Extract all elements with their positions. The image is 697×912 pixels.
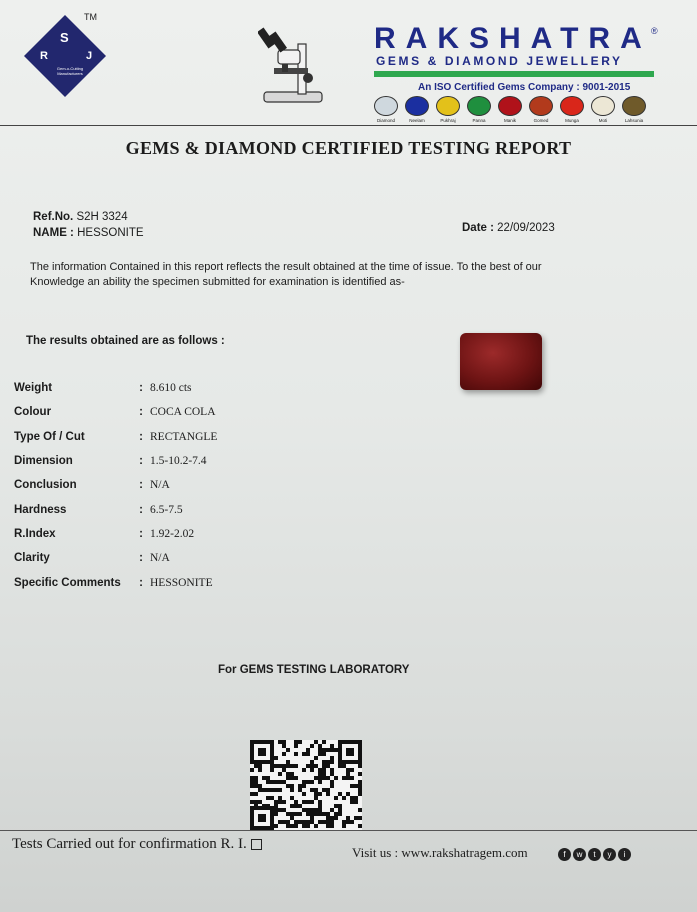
property-row: [14, 497, 334, 521]
footer-note-text: Tests Carried out for confirmation R. I.: [12, 836, 247, 852]
gem-item: [589, 96, 617, 123]
property-value: 8.610 cts: [150, 382, 192, 395]
reference-number: [33, 211, 128, 223]
property-colon: :: [139, 552, 143, 565]
logo-subtitle: Gem-o-Cutting Manufacturers: [56, 66, 84, 76]
property-row: [14, 376, 334, 400]
company-logo: [24, 15, 106, 97]
gem-name: Moti: [598, 118, 608, 123]
property-colon: :: [139, 382, 143, 395]
gem-icon: [374, 96, 398, 116]
property-colon: :: [139, 430, 143, 443]
property-colon: :: [139, 479, 143, 492]
gem-icon: [498, 96, 522, 116]
gem-item: [372, 96, 400, 123]
social-icon[interactable]: w: [573, 848, 586, 861]
property-row: [14, 425, 334, 449]
property-row: [14, 522, 334, 546]
gem-name: Manik: [503, 118, 516, 123]
brand-subtitle: GEMS & DIAMOND JEWELLERY: [376, 54, 623, 68]
property-colon: :: [139, 406, 143, 419]
property-value: HESSONITE: [150, 576, 213, 589]
property-label: R.Index: [14, 527, 56, 540]
property-label: Type Of / Cut: [14, 430, 85, 443]
gem-icon: [405, 96, 429, 116]
gem-name: Munga: [565, 118, 579, 123]
gem-icon: [467, 96, 491, 116]
gem-icon: [436, 96, 460, 116]
gemstone-icon-row: [372, 96, 648, 123]
social-icon[interactable]: t: [588, 848, 601, 861]
gem-item: [620, 96, 648, 123]
report-title: GEMS & DIAMOND CERTIFIED TESTING REPORT: [125, 138, 572, 158]
gem-item: [496, 96, 524, 123]
header-divider: [0, 125, 697, 126]
trademark: TM: [84, 12, 97, 22]
lab-signature-label: For GEMS TESTING LABORATORY: [218, 664, 410, 676]
property-value: 1.5-10.2-7.4: [150, 455, 207, 468]
gem-icon: [622, 96, 646, 116]
iso-certification: An ISO Certified Gems Company : 9001-2015: [418, 82, 631, 93]
specimen-name: [33, 227, 144, 239]
gem-item: [403, 96, 431, 123]
property-label: Hardness: [14, 503, 67, 516]
date-value: 22/09/2023: [497, 222, 555, 234]
name-value: HESSONITE: [77, 227, 144, 239]
property-colon: :: [139, 503, 143, 516]
social-icon[interactable]: y: [603, 848, 616, 861]
logo-letter-r: R: [40, 50, 48, 62]
property-label: Weight: [14, 382, 53, 395]
report-date: [462, 222, 555, 234]
logo-letter-j: J: [86, 50, 93, 62]
gemstone-photo: [460, 333, 542, 390]
property-colon: :: [139, 455, 143, 468]
property-row: [14, 473, 334, 497]
date-label: Date :: [462, 222, 494, 234]
website-text: Visit us : www.rakshatragem.com: [352, 845, 528, 860]
name-label: NAME :: [33, 227, 74, 239]
qr-code: [250, 740, 362, 830]
gem-item: [558, 96, 586, 123]
footer-divider: [0, 830, 697, 831]
property-value: RECTANGLE: [150, 430, 218, 443]
social-icon[interactable]: i: [618, 848, 631, 861]
property-row: [14, 570, 334, 594]
brand-divider: [374, 71, 654, 77]
registered-mark: ®: [651, 26, 658, 36]
gem-name: Diamond: [376, 118, 395, 123]
gem-icon: [529, 96, 553, 116]
gem-name: Lahsunia: [624, 118, 644, 123]
property-label: Dimension: [14, 455, 73, 468]
logo-letter-s: S: [60, 30, 69, 45]
ref-value: S2H 3324: [76, 211, 128, 223]
footer-note: [12, 836, 262, 853]
property-colon: :: [139, 527, 143, 540]
intro-paragraph: The information Contained in this report reflects the result obtained at the time of issue. To the best of our Knowledge an ability the specimen submitted for examination is identified as-: [30, 261, 542, 288]
property-value: N/A: [150, 479, 170, 492]
property-label: Specific Comments: [14, 576, 121, 589]
property-label: Conclusion: [14, 479, 77, 492]
property-value: COCA COLA: [150, 406, 216, 419]
ref-label: Ref.No.: [33, 211, 74, 223]
property-value: 1.92-2.02: [150, 527, 195, 540]
gem-name: Panna: [472, 118, 486, 123]
property-row: [14, 400, 334, 424]
gem-item: [465, 96, 493, 123]
property-value: N/A: [150, 552, 170, 565]
property-colon: :: [139, 576, 143, 589]
property-list: [14, 376, 334, 595]
property-row: [14, 449, 334, 473]
property-label: Colour: [14, 406, 52, 419]
gem-icon: [591, 96, 615, 116]
social-icons: [558, 848, 631, 861]
gem-name: Gomed: [533, 118, 549, 123]
brand-name: RAKSHATRA: [374, 22, 652, 55]
social-icon[interactable]: f: [558, 848, 571, 861]
checkbox: [251, 839, 262, 850]
property-label: Clarity: [14, 552, 50, 565]
property-value: 6.5-7.5: [150, 503, 183, 516]
gem-item: [434, 96, 462, 123]
microscope-icon: [258, 24, 328, 106]
gem-item: [527, 96, 555, 123]
gem-icon: [560, 96, 584, 116]
property-row: [14, 546, 334, 570]
gem-name: Neelam: [409, 118, 425, 123]
results-heading: The results obtained are as follows :: [26, 335, 225, 347]
gem-name: Pukhraj: [440, 118, 456, 123]
